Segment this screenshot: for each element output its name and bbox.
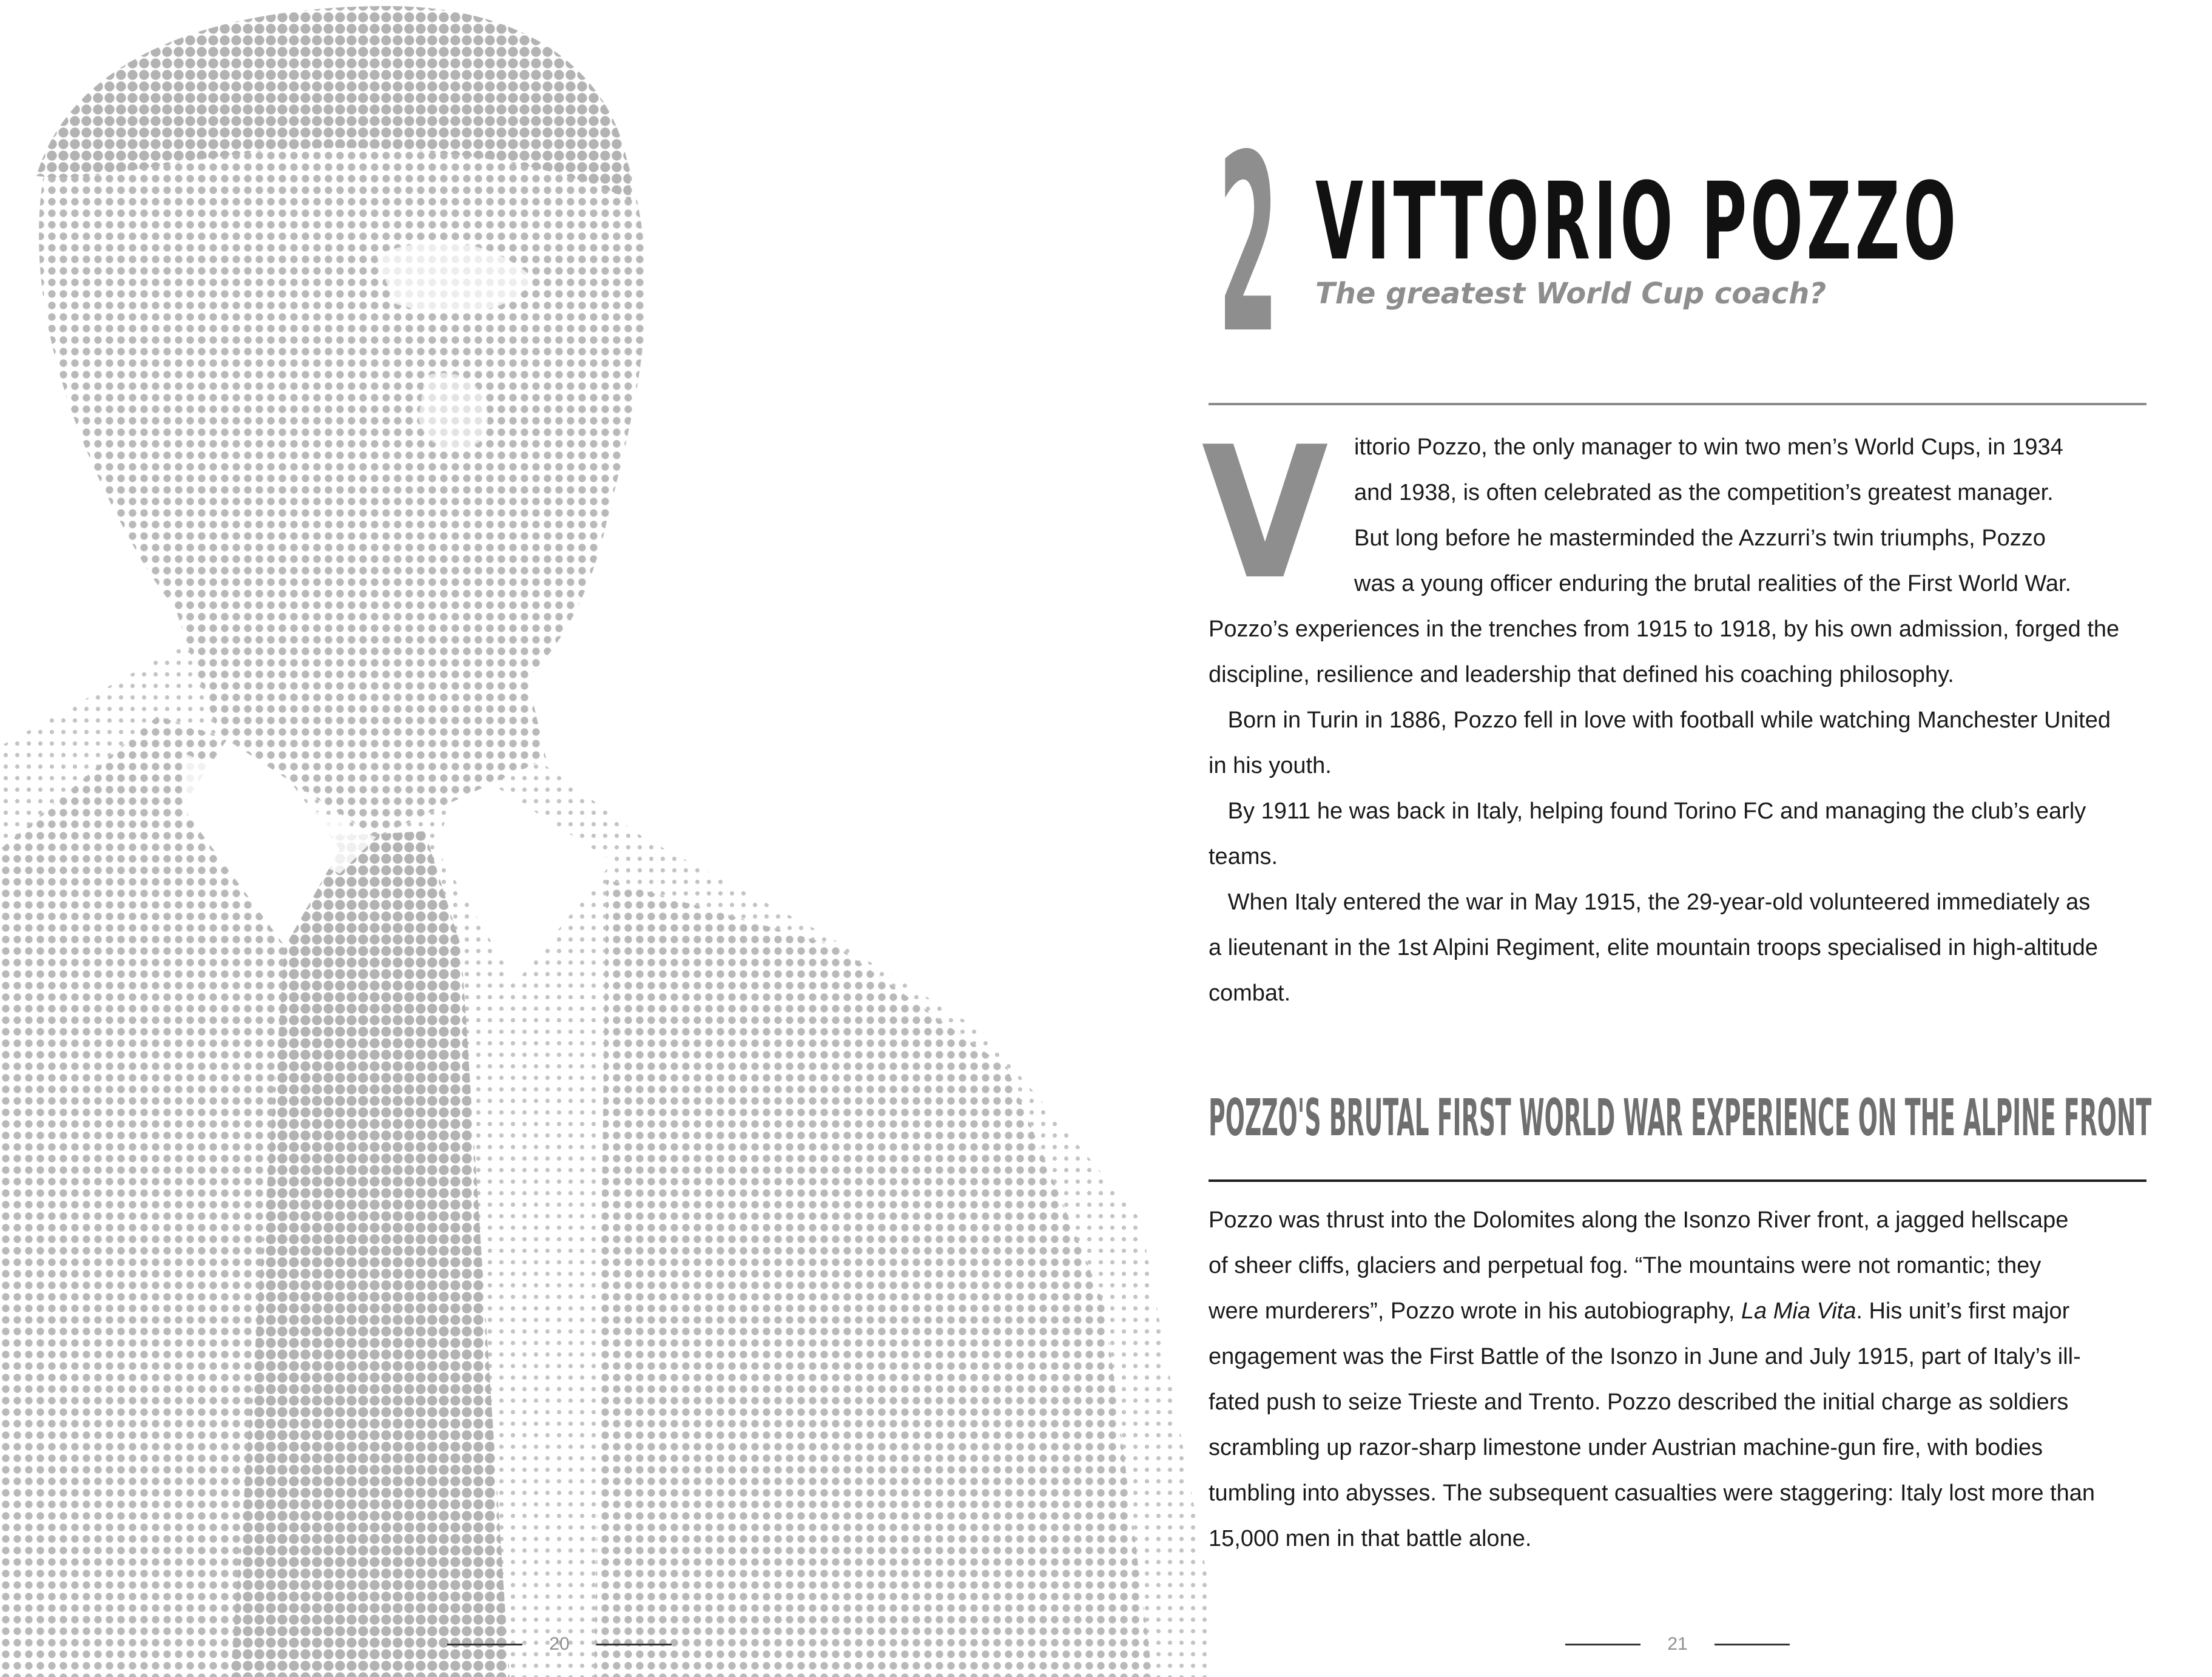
page-number-rule xyxy=(1715,1644,1790,1645)
intro-paragraph-beside-cap xyxy=(1354,425,2071,607)
text-line: was a young officer enduring the brutal realities of the First World War. xyxy=(1354,571,2072,596)
text-line: a lieutenant in the 1st Alpini Regiment, elite mountain troops specialised in high-altitude xyxy=(1209,935,2099,960)
page-number-right xyxy=(1565,1632,1790,1656)
text-line: Born in Turin in 1886, Pozzo fell in love with football while watching Manchester United xyxy=(1209,707,2111,733)
header-divider xyxy=(1209,403,2146,405)
text-line: By 1911 he was back in Italy, helping found Torino FC and managing the club’s early xyxy=(1209,798,2086,824)
text-line: in his youth. xyxy=(1209,753,1332,778)
chapter-subtitle: The greatest World Cup coach? xyxy=(1315,277,1827,311)
page-number-left xyxy=(447,1632,672,1656)
page-number-rule xyxy=(596,1644,672,1645)
text-line: combat. xyxy=(1209,980,1291,1006)
section-heading: POZZO'S BRUTAL FIRST WORLD WAR EXPERIENCE ON THE ALPINE FRONT xyxy=(1209,1088,2152,1147)
text-line: scrambling up razor-sharp limestone under Austrian machine-gun fire, with bodies xyxy=(1209,1435,2043,1460)
page-number-rule xyxy=(447,1644,522,1645)
text-run: . His unit’s first major xyxy=(1856,1298,2070,1324)
text-line-with-italic xyxy=(1209,1289,2095,1334)
text-line: discipline, resilience and leadership that defined his coaching philosophy. xyxy=(1209,662,1954,687)
text-line: fated push to seize Trieste and Trento. Pozzo described the initial charge as soldiers xyxy=(1209,1389,2069,1415)
book-title-italic: La Mia Vita xyxy=(1741,1298,1856,1324)
text-line: teams. xyxy=(1209,844,1278,869)
page-number-text: 21 xyxy=(1667,1634,1688,1654)
text-line: ittorio Pozzo, the only manager to win two men’s World Cups, in 1934 xyxy=(1354,434,2063,460)
drop-cap: V xyxy=(1201,408,1329,619)
text-line: of sheer cliffs, glaciers and perpetual fog. “The mountains were not romantic; they xyxy=(1209,1253,2042,1278)
text-line: engagement was the First Battle of the Isonzo in June and July 1915, part of Italy’s ill- xyxy=(1209,1344,2081,1369)
text-line: tumbling into abysses. The subsequent casualties were staggering: Italy lost more than xyxy=(1209,1480,2095,1506)
text-line: 15,000 men in that battle alone. xyxy=(1209,1526,1532,1551)
section-divider xyxy=(1209,1179,2146,1182)
chapter-number: 2 xyxy=(1218,103,1279,388)
intro-paragraphs xyxy=(1209,607,2119,1016)
text-line: When Italy entered the war in May 1915, the 29-year-old volunteered immediately as xyxy=(1209,889,2091,915)
text-line: Pozzo was thrust into the Dolomites along the Isonzo River front, a jagged hellscape xyxy=(1209,1207,2069,1233)
section-paragraph xyxy=(1209,1198,2095,1562)
chapter-title: VITTORIO POZZO xyxy=(1315,160,1960,284)
page-number-text: 20 xyxy=(549,1634,570,1654)
page-number-rule xyxy=(1565,1644,1640,1645)
text-line: Pozzo’s experiences in the trenches from 1915 to 1918, by his own admission, forged the xyxy=(1209,616,2120,642)
text-line: But long before he masterminded the Azzurri’s twin triumphs, Pozzo xyxy=(1354,525,2046,551)
text-run: were murderers”, Pozzo wrote in his autobiography, xyxy=(1209,1298,1741,1324)
text-line: and 1938, is often celebrated as the competition’s greatest manager. xyxy=(1354,480,2054,505)
